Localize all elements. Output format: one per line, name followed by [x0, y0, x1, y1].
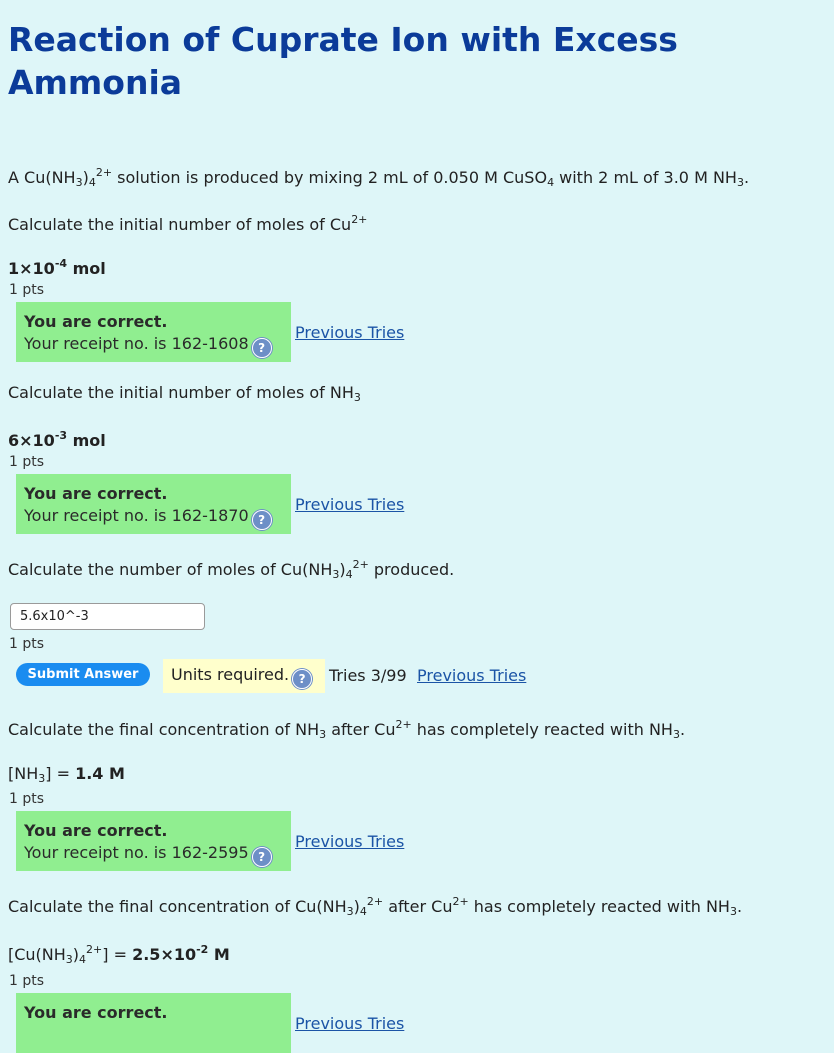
help-icon[interactable]: ?: [252, 338, 272, 358]
question-1-answer: $1\times 10^{-4}$ mol: [8, 257, 106, 278]
question-3-points: 1 pts: [9, 636, 45, 652]
question-4-previous-tries-link[interactable]: Previous Tries: [295, 832, 405, 851]
question-5-prompt: Calculate the final concentration of $Cu(NH_3)_4^{2+}$ after $Cu^{2+}$ has completely reacted with $NH_3$.: [8, 895, 743, 918]
help-icon[interactable]: ?: [252, 847, 272, 867]
correct-message: You are correct.: [24, 312, 168, 331]
tries-count: Tries 3/99: [329, 666, 407, 685]
question-2-points: 1 pts: [9, 454, 45, 470]
page-title: Reaction of Cuprate Ion with Excess Ammonia: [8, 20, 678, 102]
question-5-points: 1 pts: [9, 973, 45, 989]
units-required-message: Units required. ?: [163, 659, 325, 693]
question-3-previous-tries-link[interactable]: Previous Tries: [417, 666, 527, 685]
correct-message: You are correct.: [24, 1003, 168, 1022]
question-1-prompt: Calculate the initial number of moles of $Cu^{2+}$: [8, 213, 368, 234]
question-4-answer: $[NH_3] = 1.4$ M: [8, 764, 125, 785]
question-1-previous-tries-link[interactable]: Previous Tries: [295, 323, 405, 342]
question-2-prompt: Calculate the initial number of moles of $NH_3$: [8, 383, 361, 404]
answer-input[interactable]: [10, 603, 205, 630]
question-2-answer: $6\times 10^{-3}$ mol: [8, 429, 106, 450]
receipt-number: Your receipt no. is 162-2595: [24, 843, 249, 862]
question-3-prompt: Calculate the number of moles of $Cu(NH_3)_4^{2+}$ produced.: [8, 558, 455, 581]
question-4-correct-box: [16, 811, 291, 871]
question-4-prompt: Calculate the final concentration of $NH_3$ after $Cu^{2+}$ has completely reacted with $NH_3$.: [8, 718, 686, 741]
question-4-points: 1 pts: [9, 791, 45, 807]
question-2-correct-box: [16, 474, 291, 534]
problem-statement: A $Cu(NH_3)_4^{2+}$ solution is produced by mixing 2 mL of 0.050 M CuSO$_4$ with 2 mL of 3.0 M $NH_3$.: [8, 166, 750, 189]
question-1-correct-box: [16, 302, 291, 362]
receipt-number: Your receipt no. is 162-1608: [24, 334, 249, 353]
question-1-points: 1 pts: [9, 282, 45, 298]
question-5-correct-box: [16, 993, 291, 1053]
correct-message: You are correct.: [24, 484, 168, 503]
help-icon[interactable]: ?: [292, 669, 312, 689]
receipt-number: Your receipt no. is 162-1870: [24, 506, 249, 525]
help-icon[interactable]: ?: [252, 510, 272, 530]
submit-answer-button[interactable]: Submit Answer: [16, 663, 150, 686]
question-5-answer: $[Cu(NH_3)_4^{2+}] = 2.5\times 10^{-2}$ M: [8, 943, 230, 966]
question-5-previous-tries-link[interactable]: Previous Tries: [295, 1014, 405, 1033]
correct-message: You are correct.: [24, 821, 168, 840]
question-2-previous-tries-link[interactable]: Previous Tries: [295, 495, 405, 514]
